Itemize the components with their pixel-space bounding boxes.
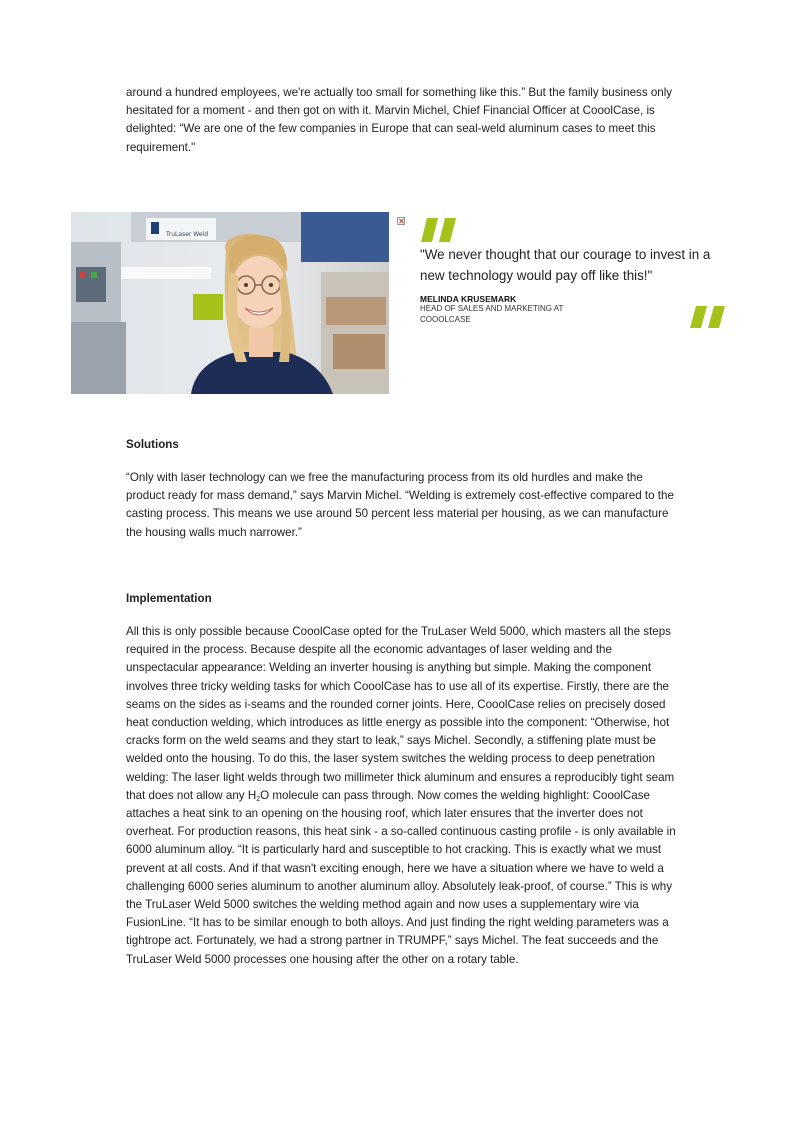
implementation-text-part-1: All this is only possible because CooolCase opted for the TruLaser Weld 5000, which masters all the steps required in the process. Because despite all the economic advantages of laser welding and the unspectacular appearance: Welding an inverter housing is anything but simple. Making the component involves three tricky welding tasks for which CooolCase has to use all of its expertise. Firstly, there are the seams on the sides as i-seams and the rounded corner joints. Here, CooolCase relies on precisely dosed heat conduction welding, which introduces as little energy as possible into the component: “Otherwise, hot cracks form on the weld seams and they start to leak,” says Michel. Secondly, a stiffening plate must be welded onto the housing. To do this, the laser system switches the welding process to deep penetration welding: The laser light welds through two millimeter thick aluminum and ensures a reproducibly tight seam that does not allow any H <box>126 625 675 802</box>
quote-text: "We never thought that our courage to invest in a new technology would pay off like this!" <box>420 247 711 283</box>
solutions-paragraph: “Only with laser technology can we free the manufacturing process from its old hurdles and make the product ready for mass demand,” says Marvin Michel. “Welding is extremely cost-effective compared to the casting process. This means we use around 50 percent less material per housing, as we can manufacture the housing walls much narrower.” <box>126 471 674 539</box>
implementation-text-part-2: O molecule can pass through. Now comes the welding highlight: CooolCase attaches a heat sink to an opening on the housing roof, which later ensures that the inverter does not overheat. For production reasons, this heat sink - a so-called continuous casting profile - is only available in 6000 aluminum alloy. “It is particularly hard and susceptible to hot cracking. This is exactly what we must prevent at all costs. And if that wasn't exciting enough, here we have a situation where we have to weld a challenging 6000 series aluminum to another aluminum alloy. Absolutely leak-proof, of course.” This is why the TruLaser Weld 5000 switches the welding method again and now uses a supplementary wire via FusionLine. “It has to be similar enough to both alloys. And just finding the right welding parameters was a tightrope act. Fortunately, we had a strong partner in TRUMPF,” says Michel. The feat succeeds and the TruLaser Weld 5000 processes one housing after the other on a rotary table. <box>126 788 676 966</box>
implementation-heading: Implementation <box>126 592 212 605</box>
implementation-paragraph <box>126 623 676 969</box>
quote-author-role: HEAD OF SALES AND MARKETING AT COOOLCASE <box>420 304 564 324</box>
close-quote-icon <box>690 306 726 334</box>
intro-paragraph: around a hundred employees, we're actually too small for something like this.” But the family business only hesitated for a moment - and then got on with it. Marvin Michel, Chief Financial Officer at CooolCase, is delighted: “We are one of the few companies in Europe that can seal-weld aluminum cases to meet this requirement." <box>126 86 673 154</box>
machine-sign-text: TruLaser Weld <box>166 231 209 238</box>
open-quote-icon <box>421 218 457 248</box>
employee-photo <box>71 212 389 394</box>
broken-image-icon <box>397 217 405 225</box>
solutions-heading: Solutions <box>126 438 179 451</box>
quote-author-name: MELINDA KRUSEMARK <box>420 294 517 304</box>
h2o-subscript: 2 <box>256 795 261 803</box>
